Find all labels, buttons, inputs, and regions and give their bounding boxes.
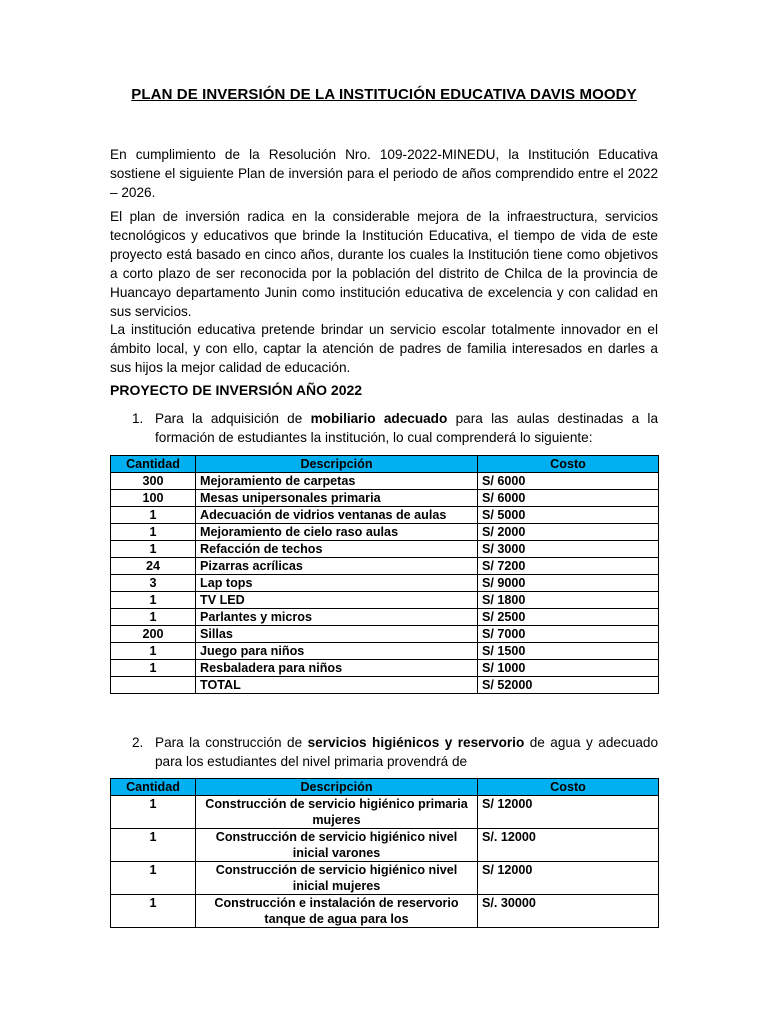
table-row xyxy=(111,524,659,541)
quantity-cell: 100 xyxy=(111,490,196,507)
description-cell: Sillas xyxy=(196,626,478,643)
goal-paragraph: La institución educativa pretende brindar un servicio escolar totalmente innovador en el ámbito local, y con ello, captar la atención de padres de familia interesados en darles a sus hijos la mejor calidad de educación. xyxy=(110,322,658,375)
header-cost: Costo xyxy=(478,779,659,796)
table-row xyxy=(111,575,659,592)
cost-cell: S/ 2000 xyxy=(478,524,659,541)
quantity-cell: 1 xyxy=(111,829,196,862)
sanitation-investment-table xyxy=(110,778,659,928)
description-cell: Mesas unipersonales primaria xyxy=(196,490,478,507)
header-description: Descripción xyxy=(196,779,478,796)
quantity-cell: 1 xyxy=(111,524,196,541)
cost-cell: S/ 7200 xyxy=(478,558,659,575)
header-quantity: Cantidad xyxy=(111,456,196,473)
list-item-number: 1. xyxy=(132,411,144,426)
intro-paragraph: En cumplimiento de la Resolución Nro. 109-2022-MINEDU, la Institución Educativa sostiene el siguiente Plan de inversión para el periodo de años comprendido entre el 2022 – 2026. xyxy=(110,147,658,200)
quantity-cell: 1 xyxy=(111,796,196,829)
quantity-cell: 1 xyxy=(111,541,196,558)
cost-cell: S/ 1000 xyxy=(478,660,659,677)
list-item-text xyxy=(155,409,658,447)
description-cell: Construcción e instalación de reservorio tanque de agua para los xyxy=(196,895,478,928)
description-cell: Lap tops xyxy=(196,575,478,592)
cost-cell: S/. 12000 xyxy=(478,829,659,862)
quantity-cell: 1 xyxy=(111,660,196,677)
list-item-sanitation xyxy=(110,733,658,773)
list-item-text-start: Para la construcción de xyxy=(155,735,308,750)
cost-cell: S/ 3000 xyxy=(478,541,659,558)
list-item-furniture xyxy=(110,409,658,449)
cost-cell: S/ 6000 xyxy=(478,490,659,507)
quantity-cell: 24 xyxy=(111,558,196,575)
description-cell: Mejoramiento de carpetas xyxy=(196,473,478,490)
table-row xyxy=(111,541,659,558)
table-header-row xyxy=(111,779,659,796)
cost-cell: S/ 9000 xyxy=(478,575,659,592)
quantity-cell: 300 xyxy=(111,473,196,490)
list-item-text xyxy=(155,733,658,771)
description-cell: TV LED xyxy=(196,592,478,609)
description-cell: Parlantes y micros xyxy=(196,609,478,626)
table-row xyxy=(111,895,659,928)
list-item-text-bold: mobiliario adecuado xyxy=(310,411,448,426)
table-row xyxy=(111,592,659,609)
description-cell: Refacción de techos xyxy=(196,541,478,558)
cost-cell: S/ 5000 xyxy=(478,507,659,524)
table-row xyxy=(111,490,659,507)
description-cell: Construcción de servicio higiénico nivel inicial varones xyxy=(196,829,478,862)
cost-cell: S/ 12000 xyxy=(478,796,659,829)
quantity-cell: 1 xyxy=(111,862,196,895)
table-row xyxy=(111,660,659,677)
quantity-cell: 1 xyxy=(111,643,196,660)
cost-cell: S/ 6000 xyxy=(478,473,659,490)
description-cell: Construcción de servicio higiénico nivel inicial mujeres xyxy=(196,862,478,895)
table-row xyxy=(111,558,659,575)
plan-description-paragraph: El plan de inversión radica en la considerable mejora de la infraestructura, servicios tecnológicos y educativos que brinde la Institución Educativa, el tiempo de vida de este proyecto está basado en cinco años, durante los cuales la Institución tiene como objetivos a corto plazo de ser reconocida por la población del distrito de Chilca de la provincia de Huancayo departamento Junin como institución educativa de excelencia y con calidad en sus servicios. xyxy=(110,209,658,319)
quantity-cell: 1 xyxy=(111,592,196,609)
table2-body xyxy=(111,796,659,928)
table-row xyxy=(111,862,659,895)
cost-cell: S/ 12000 xyxy=(478,862,659,895)
table-row xyxy=(111,609,659,626)
cost-cell: S/ 1500 xyxy=(478,643,659,660)
list-item-text-bold: servicios higiénicos y reservorio xyxy=(307,735,525,750)
list-item-text-end: para las aulas destinadas a la formación de estudiantes la institución, lo cual comprenderá lo siguiente: xyxy=(155,411,659,445)
header-quantity: Cantidad xyxy=(111,779,196,796)
quantity-cell: 1 xyxy=(111,507,196,524)
cost-cell: S/ 7000 xyxy=(478,626,659,643)
table1-body xyxy=(111,473,659,694)
description-cell: Adecuación de vidrios ventanas de aulas xyxy=(196,507,478,524)
cost-cell: S/ 1800 xyxy=(478,592,659,609)
header-cost: Costo xyxy=(478,456,659,473)
cost-cell: S/. 30000 xyxy=(478,895,659,928)
table-header-row xyxy=(111,456,659,473)
quantity-cell: 1 xyxy=(111,895,196,928)
table-row xyxy=(111,796,659,829)
document-title: PLAN DE INVERSIÓN DE LA INSTITUCIÓN EDUCATIVA DAVIS MOODY xyxy=(131,86,637,103)
list-item-number: 2. xyxy=(132,735,144,750)
description-cell: Pizarras acrílicas xyxy=(196,558,478,575)
description-cell: Mejoramiento de cielo raso aulas xyxy=(196,524,478,541)
table-row xyxy=(111,829,659,862)
table-row xyxy=(111,677,659,694)
quantity-cell: 1 xyxy=(111,609,196,626)
table-row xyxy=(111,473,659,490)
quantity-cell xyxy=(111,677,196,694)
table-row xyxy=(111,507,659,524)
cost-cell: S/ 2500 xyxy=(478,609,659,626)
description-cell: Construcción de servicio higiénico primaria mujeres xyxy=(196,796,478,829)
description-cell: Juego para niños xyxy=(196,643,478,660)
quantity-cell: 200 xyxy=(111,626,196,643)
description-cell: Resbaladera para niños xyxy=(196,660,478,677)
list-item-text-end: de agua y adecuado para los estudiantes del nivel primaria provendrá de xyxy=(155,735,659,769)
header-description: Descripción xyxy=(196,456,478,473)
quantity-cell: 3 xyxy=(111,575,196,592)
cost-cell: S/ 52000 xyxy=(478,677,659,694)
table-row xyxy=(111,626,659,643)
description-cell: TOTAL xyxy=(196,677,478,694)
list-item-text-start: Para la adquisición de xyxy=(155,411,311,426)
section-title: PROYECTO DE INVERSIÓN AÑO 2022 xyxy=(110,382,363,398)
furniture-investment-table xyxy=(110,455,659,694)
table-row xyxy=(111,643,659,660)
